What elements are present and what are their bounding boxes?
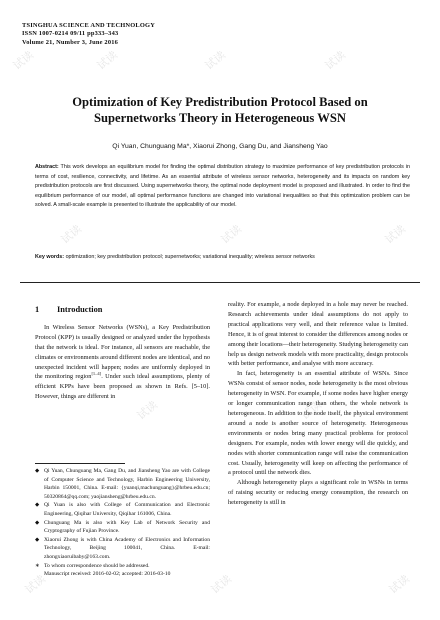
watermark-text: 试读 — [322, 48, 348, 73]
watermark-text: 试读 — [22, 572, 48, 597]
title-line-2: Supernetworks Theory in Heterogeneous WSN — [94, 111, 346, 125]
footnote-divider — [35, 463, 125, 464]
footnotes — [35, 467, 210, 579]
watermark-text: 试读 — [208, 572, 234, 597]
intro-text: . Under such ideal assumptions, plenty of efficient KPPs have been proposed as shown in Refs. [5–10]. However, things are different in — [35, 373, 210, 401]
keywords — [35, 252, 410, 262]
footnote-text: Qi Yuan is also with College of Communication and Electronic Engineering, Qiqihar University, Qiqihar 161006, China. — [44, 502, 210, 517]
keywords-text: optimization; key predistribution protocol; supernetworks; variational inequality; wireless sensor networks — [65, 254, 315, 260]
footnote — [35, 519, 210, 536]
watermark-text: 试读 — [134, 398, 160, 423]
watermark-text: 试读 — [382, 222, 408, 247]
watermark-text: 试读 — [58, 222, 84, 247]
journal-volume: Volume 21, Number 3, June 2016 — [22, 38, 119, 46]
footnote — [35, 501, 210, 518]
asterisk-icon: ∗ — [35, 562, 40, 569]
footnote-text: To whom correspondence should be addressed. — [44, 562, 150, 569]
watermark-text: 试读 — [94, 48, 120, 73]
abstract-text: This work develops an equilibrium model for finding the optimal distribution strategy to maximize performance of key predistribution protocols in terms of cost, resilience, connectivity, and lifetime. As an essential attribute of wireless sensor networks, heterogeneity and its impacts on random key predistribution protocols are first discussed. Using supernetworks theory, the optimal node deployment model is proposed and illustrated. In order to find the equilibrium performance of our model, all optimal performance functions are changed into variational inequalities so that this optimization problem can be solved. A small-scale example is presented to illustrate the applicability of our model. — [35, 164, 411, 209]
watermark-text: 试读 — [298, 398, 324, 423]
manuscript-dates: Manuscript received: 2016-02-02; accepted: 2016-03-10 — [44, 571, 171, 578]
body-paragraph: Although heterogeneity plays a significant role in WSNs in terms of raising security or reducing energy consumption, the research on heterogeneity is still in — [228, 479, 408, 507]
footnote-text: Chunguang Ma is also with Key Lab of Network Security and Cryptography of Fujian Province. — [44, 519, 210, 535]
intro-text: In Wireless Sensor Networks (WSNs), a Key Predistribution Protocol (KPP) is usually designed or analyzed under the hypothesis that the network is ideal. For instance, all sensors are reachable, the climates or environments around different nodes are identical, and no unexpected incident will happen; nodes are uniformly deployed in the monitoring region — [35, 323, 210, 381]
citation: [1–4] — [91, 371, 102, 377]
footnote — [35, 562, 210, 571]
section-number: 1 — [35, 305, 40, 314]
bullet-icon: ◆ — [35, 468, 40, 474]
body-paragraph: In fact, heterogeneity is an essential attribute of WSNs. Since WSNs consist of sensor nodes, node heterogeneity is the most obvious heterogeneity in WSN. For example, if some nodes have higher energy or longer communication range than others, the whole network is heterogeneous. In addition to the node itself, the physical environment around a node is another source of heterogeneity. Heterogeneous environments or nodes bring many practical problems for protocol designers. For example, nodes with lower energy will die quickly, and nodes with shorter communication range will raise the communication cost. Usually, heterogeneity will keep on affecting the performance of a protocol until the network dies. — [228, 370, 408, 477]
body-paragraph: reality. For example, a node deployed in a hole may never be reached. Research achievements under ideal assumptions do not apply to practical applications very well, and their reference value is limited. Hence, it is of great interest to consider the differences among nodes or among their locations—their heterogeneity. Studying heterogeneity can help us design network models with more practicality, design protocols with better performance, and analyse with more accuracy. — [228, 301, 408, 368]
footnote-text: Qi Yuan, Chunguang Ma, Gang Du, and Jiansheng Yao are with College of Computer Science and Technology, Harbin Engineering University, Harbin 150001, China. E-mail: {yuanqi,machunguang}@hrbeu.edu.cn; 50320864@qq.com; yaojiansheng@hrbeu.edu.cn. — [44, 468, 210, 500]
journal-header — [22, 22, 155, 47]
watermark-text: 试读 — [10, 48, 36, 73]
right-column — [228, 300, 408, 508]
watermark-text: 试读 — [202, 48, 228, 73]
watermark-text: 试读 — [386, 572, 412, 597]
section-heading — [35, 305, 210, 315]
intro-paragraph — [35, 323, 210, 402]
journal-name: TSINGHUA SCIENCE AND TECHNOLOGY — [22, 22, 156, 29]
paper-title — [40, 94, 400, 126]
section-title: Introduction — [57, 305, 103, 314]
watermark-text: 试读 — [218, 222, 244, 247]
journal-issn: ISSN 1007-0214 09/11 pp333–343 — [22, 30, 119, 38]
author-list: Qi Yuan, Chunguang Ma*, Xiaorui Zhong, Gang Du, and Jiansheng Yao — [112, 143, 328, 150]
bullet-icon: ◆ — [35, 536, 40, 543]
header-divider — [20, 282, 420, 283]
footnote-text: Xiaorui Zhong is with China Academy of Electronics and Information Technology, Beijing 100041, China. E-mail: zhongxiaoruibaby@163.com. — [44, 536, 210, 560]
bullet-icon: ◆ — [35, 519, 40, 526]
bullet-icon: ◆ — [35, 502, 40, 509]
footnote — [35, 536, 210, 562]
footnote — [35, 467, 210, 501]
title-line-1: Optimization of Key Predistribution Protocol Based on — [72, 95, 368, 109]
abstract-label: Abstract: — [35, 164, 59, 170]
abstract — [35, 163, 410, 211]
left-column — [35, 305, 210, 402]
keywords-label: Key words: — [35, 254, 65, 260]
